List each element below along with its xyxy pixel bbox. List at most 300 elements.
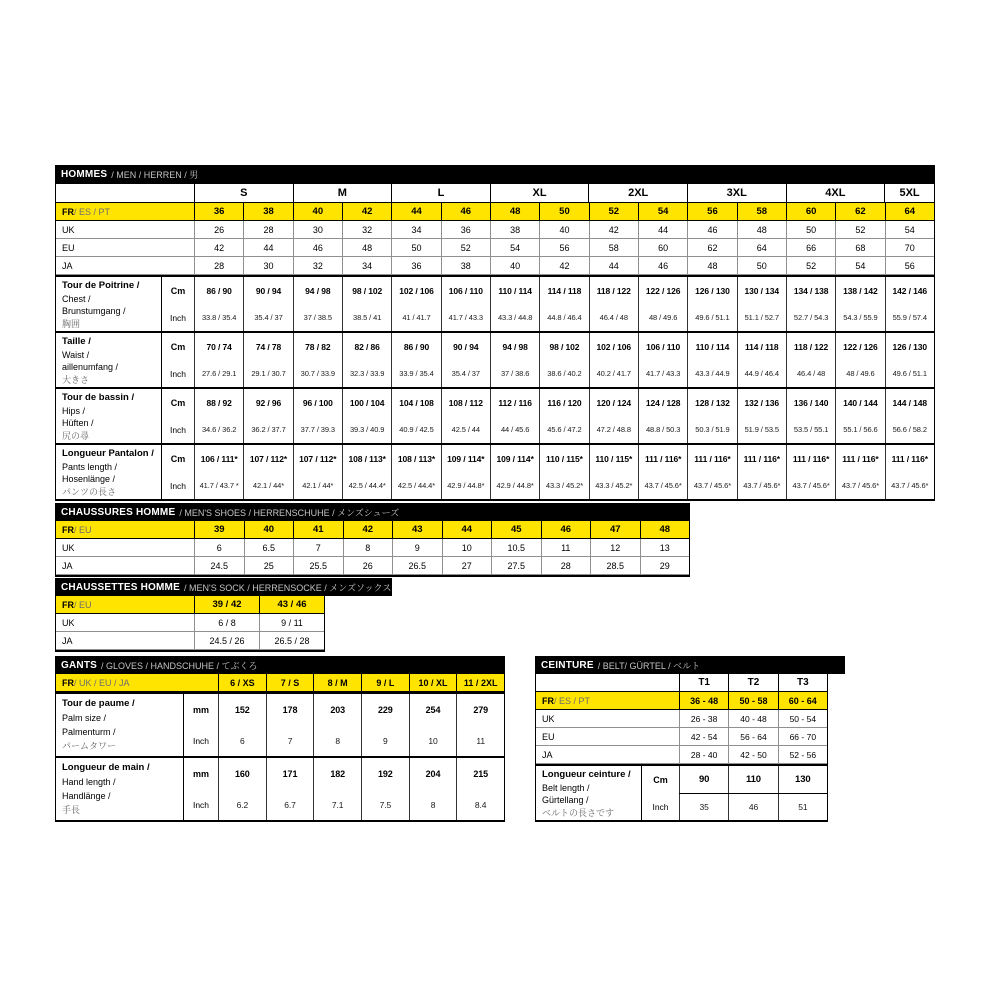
belt-table-header <box>535 656 845 674</box>
table-cell: 126 / 130 <box>885 333 934 360</box>
table-cell: 58 <box>737 203 786 220</box>
table-cell: 43.7 / 45.6* <box>885 472 934 499</box>
table-cell: 106 / 110 <box>441 277 490 304</box>
table-cell: 52.7 / 54.3 <box>786 304 835 331</box>
table-cell: 6 <box>194 539 244 556</box>
table-cell: 171 <box>266 758 314 789</box>
table-cell: 204 <box>409 758 457 789</box>
palm-mm-row <box>218 694 504 725</box>
pants-label-fr: Longueur Pantalon / <box>62 448 154 459</box>
pants-unit-column <box>161 445 194 499</box>
table-cell: 40 <box>293 203 342 220</box>
chest-label-fr: Tour de Poitrine / <box>62 280 140 291</box>
hips-label-de: Hüften / <box>62 418 94 428</box>
belt-unit-column <box>641 766 679 820</box>
table-cell: 136 / 140 <box>786 389 835 416</box>
chest-label-ja: 胸囲 <box>62 318 81 329</box>
table-cell: 47.2 / 48.8 <box>589 416 638 443</box>
table-cell: 56 - 64 <box>728 728 777 745</box>
table-cell: 46 <box>638 257 687 274</box>
shoes-table-header <box>55 503 690 521</box>
table-cell: 24.5 / 26 <box>194 632 259 649</box>
row-label-fr: FR <box>62 677 74 688</box>
gloves-sizes-row <box>56 674 504 692</box>
table-cell: 42 <box>589 221 638 238</box>
hips-label <box>56 389 161 443</box>
table-cell: 42 <box>194 239 243 256</box>
table-cell: 74 / 78 <box>243 333 292 360</box>
table-cell: 6.7 <box>266 789 314 820</box>
hand-mm-row <box>218 758 504 789</box>
table-cell: 106 / 110 <box>638 333 687 360</box>
chest-unit-column <box>161 277 194 331</box>
table-cell: 39 / 42 <box>194 596 259 613</box>
table-cell: 9 <box>361 725 409 756</box>
table-cell: 109 / 114* <box>490 445 539 472</box>
table-cell: 26.5 <box>392 557 442 574</box>
table-cell: 114 / 118 <box>539 277 588 304</box>
table-cell: 38 <box>441 257 490 274</box>
table-cell: 68 <box>835 239 884 256</box>
row-label-fr: FR <box>62 524 74 535</box>
hand-label-fr: Longueur de main / <box>62 762 150 773</box>
belt-eu-values <box>679 728 827 745</box>
table-cell: 36.2 / 37.7 <box>243 416 292 443</box>
table-cell: 30 <box>243 257 292 274</box>
table-cell: 37.7 / 39.3 <box>293 416 342 443</box>
waist-label-fr: Taille / <box>62 336 91 347</box>
waist-inch-row <box>194 360 934 387</box>
belt-ja-row <box>536 746 827 764</box>
table-cell: 82 / 86 <box>342 333 391 360</box>
unit-inch: Inch <box>192 735 210 746</box>
table-cell: 27 <box>442 557 492 574</box>
pants-label-de: Hosenlänge / <box>62 474 116 484</box>
table-cell: 44.8 / 46.4 <box>539 304 588 331</box>
hand-length-block <box>56 756 504 820</box>
table-cell: 56 <box>539 239 588 256</box>
men-eu-row <box>56 239 934 257</box>
table-cell: 48 <box>490 203 539 220</box>
table-cell: 26 <box>194 221 243 238</box>
table-cell: 26 <box>343 557 393 574</box>
men-table-title-translations: / MEN / HERREN / 男 <box>111 170 199 180</box>
table-cell: 45 <box>491 521 541 538</box>
belt-t-cells <box>679 674 827 691</box>
shoes-ja-row <box>56 557 689 575</box>
table-cell: 107 / 112* <box>293 445 342 472</box>
row-label-ja: JA <box>542 749 553 760</box>
belt-uk-row <box>536 710 827 728</box>
waist-block <box>56 331 934 387</box>
table-cell: 7.1 <box>313 789 361 820</box>
men-socks-table <box>55 578 392 652</box>
table-cell: 54 <box>835 257 884 274</box>
table-cell: 12 <box>590 539 640 556</box>
table-cell: 254 <box>409 694 457 725</box>
size-group: S <box>194 184 293 202</box>
table-cell: 144 / 148 <box>885 389 934 416</box>
table-cell: 46 <box>541 521 591 538</box>
hips-cm-row <box>194 389 934 416</box>
table-cell: 58 <box>589 239 638 256</box>
pants-length-block <box>56 443 934 499</box>
shoes-eu-values <box>194 521 689 538</box>
table-cell: 62 <box>687 239 736 256</box>
table-cell: 104 / 108 <box>391 389 440 416</box>
table-cell: 48 <box>342 239 391 256</box>
table-cell: 98 / 102 <box>539 333 588 360</box>
table-cell: 28.5 <box>590 557 640 574</box>
table-cell: 51.9 / 53.5 <box>737 416 786 443</box>
row-label-fr: FR <box>62 599 74 610</box>
table-cell: 33.8 / 35.4 <box>194 304 243 331</box>
table-cell: 6.2 <box>218 789 266 820</box>
unit-mm: mm <box>192 768 209 779</box>
table-cell: 34 <box>391 221 440 238</box>
table-cell: 56.6 / 58.2 <box>885 416 934 443</box>
socks-table-title: CHAUSSETTES HOMME <box>61 581 180 593</box>
table-cell: 35 <box>679 794 728 821</box>
table-cell: 279 <box>456 694 504 725</box>
gloves-table <box>55 656 505 822</box>
table-cell: 51.1 / 52.7 <box>737 304 786 331</box>
table-cell: 36 <box>194 203 243 220</box>
row-label-ja: JA <box>62 260 73 271</box>
hand-label-en: Hand length / <box>62 777 116 787</box>
table-cell: 7 / S <box>266 674 314 691</box>
table-cell: 48 <box>737 221 786 238</box>
gloves-table-header <box>55 656 505 674</box>
belt-fr-values <box>679 692 827 709</box>
palm-inch-row <box>218 725 504 756</box>
table-cell: 118 / 122 <box>589 277 638 304</box>
table-cell: 112 / 116 <box>490 389 539 416</box>
men-ja-row <box>56 257 934 275</box>
hips-label-fr: Tour de bassin / <box>62 392 135 403</box>
table-cell: 78 / 82 <box>293 333 342 360</box>
table-cell: 42.1 / 44* <box>293 472 342 499</box>
socks-uk-row <box>56 614 324 632</box>
table-cell: 29.1 / 30.7 <box>243 360 292 387</box>
gloves-table-title-translations: / GLOVES / HANDSCHUHE / てぶくろ <box>101 660 258 671</box>
palm-size-block <box>56 692 504 756</box>
table-cell: 43.3 / 45.2* <box>539 472 588 499</box>
size-group-empty-cell <box>56 184 194 202</box>
men-shoes-table <box>55 503 690 577</box>
table-cell: 215 <box>456 758 504 789</box>
table-cell: 39 <box>194 521 244 538</box>
table-cell: 92 / 96 <box>243 389 292 416</box>
table-cell: 109 / 114* <box>441 445 490 472</box>
table-cell: 28 <box>243 221 292 238</box>
size-group-row <box>56 184 934 203</box>
chest-label <box>56 277 161 331</box>
belt-length-label-en: Belt length / <box>542 782 590 793</box>
pants-values <box>194 445 934 499</box>
men-eu-values <box>194 239 934 256</box>
table-cell: 60 <box>638 239 687 256</box>
unit-mm: mm <box>192 704 209 715</box>
table-cell: 70 <box>885 239 934 256</box>
belt-table <box>535 656 845 822</box>
belt-table-title-translations: / BELT/ GÜRTEL / ベルト <box>597 660 701 671</box>
table-cell: 43 <box>392 521 442 538</box>
table-cell: 33.9 / 35.4 <box>391 360 440 387</box>
shoes-ja-values <box>194 557 689 574</box>
row-label-fr-uk-eu-ja <box>56 674 218 691</box>
table-cell: 43.3 / 44.9 <box>687 360 736 387</box>
table-cell: 27.6 / 29.1 <box>194 360 243 387</box>
table-cell: 51 <box>778 794 827 821</box>
socks-table-body <box>55 596 325 652</box>
table-cell: 62 <box>835 203 884 220</box>
unit-inch: Inch <box>169 368 187 379</box>
shoes-fr-eu-row <box>56 521 689 539</box>
palm-size-label <box>56 694 183 756</box>
table-cell: 41 <box>293 521 343 538</box>
table-cell: 48 / 49.6 <box>835 360 884 387</box>
belt-eu-row <box>536 728 827 746</box>
hips-block <box>56 387 934 443</box>
waist-values <box>194 333 934 387</box>
row-label-ja: JA <box>62 560 73 571</box>
table-cell: 42 <box>539 257 588 274</box>
pants-label-en: Pants length / <box>62 461 118 472</box>
table-cell: 36 - 48 <box>679 692 728 709</box>
shoes-table-title-translations: / MEN'S SHOES / HERRENSCHUHE / メンズシューズ <box>179 507 400 518</box>
row-label-eu: EU <box>62 242 75 253</box>
chest-inch-row <box>194 304 934 331</box>
table-cell: 42.9 / 44.8* <box>441 472 490 499</box>
table-cell: 122 / 126 <box>638 277 687 304</box>
table-cell: 60 - 64 <box>778 692 827 709</box>
unit-inch: Inch <box>169 480 187 491</box>
table-cell: 34.6 / 36.2 <box>194 416 243 443</box>
hand-values <box>218 758 504 820</box>
palm-label-en: Palm size / <box>62 713 107 723</box>
table-cell: 55.1 / 56.6 <box>835 416 884 443</box>
table-cell: 37 / 38.6 <box>490 360 539 387</box>
table-cell: 44 <box>589 257 638 274</box>
belt-t-empty-cell <box>536 674 679 691</box>
table-cell: 6 <box>218 725 266 756</box>
table-cell: 46 <box>293 239 342 256</box>
table-cell: 229 <box>361 694 409 725</box>
row-label-eu: / EU <box>74 599 92 610</box>
palm-label-ja: パームタワー <box>62 741 117 751</box>
table-cell: 26.5 / 28 <box>259 632 324 649</box>
table-cell: 42 <box>342 203 391 220</box>
table-cell: 108 / 112 <box>441 389 490 416</box>
table-cell: 128 / 132 <box>687 389 736 416</box>
table-cell: 110 / 115* <box>539 445 588 472</box>
table-cell: 35.4 / 37 <box>243 304 292 331</box>
table-cell: 48 <box>687 257 736 274</box>
table-cell: 111 / 116* <box>638 445 687 472</box>
table-cell: 43.7 / 45.6* <box>737 472 786 499</box>
belt-length-label-ja: ベルトの長さです <box>542 807 615 818</box>
table-cell: 8 <box>409 789 457 820</box>
palm-values <box>218 694 504 756</box>
unit-inch: Inch <box>169 312 187 323</box>
belt-table-body <box>535 674 828 822</box>
table-cell: 46 <box>441 203 490 220</box>
table-cell: 126 / 130 <box>687 277 736 304</box>
table-cell: 52 <box>835 221 884 238</box>
men-fr-values <box>194 203 934 220</box>
belt-length-values <box>679 766 827 820</box>
table-cell: 138 / 142 <box>835 277 884 304</box>
table-cell: 42.5 / 44.4* <box>391 472 440 499</box>
table-cell: 90 / 94 <box>441 333 490 360</box>
palm-label-de: Palmenturm / <box>62 727 116 737</box>
table-cell: 50 <box>786 221 835 238</box>
table-cell: 44 <box>243 239 292 256</box>
table-cell: 41.7 / 43.3 <box>441 304 490 331</box>
table-cell: 55.9 / 57.4 <box>885 304 934 331</box>
table-cell: 130 <box>778 766 827 793</box>
table-cell: 42.9 / 44.8* <box>490 472 539 499</box>
waist-cm-row <box>194 333 934 360</box>
table-cell: 40 - 48 <box>728 710 777 727</box>
table-cell: 8 <box>313 725 361 756</box>
table-cell: 42.1 / 44* <box>243 472 292 499</box>
table-cell: 47 <box>590 521 640 538</box>
table-cell: 7.5 <box>361 789 409 820</box>
table-cell: 10.5 <box>491 539 541 556</box>
pants-cm-row <box>194 445 934 472</box>
men-fr-es-pt-row <box>56 203 934 221</box>
table-cell: 110 / 115* <box>589 445 638 472</box>
table-cell: 54 <box>885 221 934 238</box>
table-cell: 122 / 126 <box>835 333 884 360</box>
table-cell: 13 <box>640 539 690 556</box>
table-cell: 49.6 / 51.1 <box>687 304 736 331</box>
table-cell: 100 / 104 <box>342 389 391 416</box>
size-group: 5XL <box>884 184 934 202</box>
table-cell: 43.7 / 45.6* <box>687 472 736 499</box>
socks-table-title-translations: / MEN'S SOCK / HERRENSOCKE / メンズソックス <box>183 582 392 593</box>
table-cell: 28 <box>194 257 243 274</box>
table-cell: 134 / 138 <box>786 277 835 304</box>
table-cell: 160 <box>218 758 266 789</box>
table-cell: 111 / 116* <box>835 445 884 472</box>
table-cell: 43.7 / 45.6* <box>835 472 884 499</box>
table-cell: 108 / 113* <box>391 445 440 472</box>
table-cell: 29 <box>640 557 690 574</box>
hand-label-ja: 手長 <box>62 805 81 815</box>
table-cell: 43.7 / 45.6* <box>638 472 687 499</box>
table-cell: 7 <box>266 725 314 756</box>
shoes-uk-values <box>194 539 689 556</box>
table-cell: 114 / 118 <box>737 333 786 360</box>
chest-label-en: Chest / <box>62 293 91 304</box>
table-cell: 48.8 / 50.3 <box>638 416 687 443</box>
belt-inch-row <box>679 793 827 821</box>
belt-cm-row <box>679 766 827 793</box>
table-cell: 25.5 <box>293 557 343 574</box>
table-cell: 43.3 / 44.8 <box>490 304 539 331</box>
table-cell: 42 - 54 <box>679 728 728 745</box>
table-cell: 48 / 49.6 <box>638 304 687 331</box>
table-cell: 56 <box>687 203 736 220</box>
gloves-table-body <box>55 674 505 822</box>
table-cell: 36 <box>441 221 490 238</box>
table-cell: 32 <box>293 257 342 274</box>
table-cell: 8 / M <box>313 674 361 691</box>
table-cell: 96 / 100 <box>293 389 342 416</box>
table-cell: 34 <box>342 257 391 274</box>
belt-length-label <box>536 766 641 820</box>
table-cell: 124 / 128 <box>638 389 687 416</box>
table-cell: 94 / 98 <box>490 333 539 360</box>
table-cell: 110 / 114 <box>687 333 736 360</box>
table-cell: 132 / 136 <box>737 389 786 416</box>
table-cell: 152 <box>218 694 266 725</box>
table-cell: 10 <box>442 539 492 556</box>
men-ja-values <box>194 257 934 274</box>
hips-label-en: Hips / <box>62 405 86 416</box>
waist-unit-column <box>161 333 194 387</box>
table-cell: 56 <box>885 257 934 274</box>
table-cell: 36 <box>391 257 440 274</box>
table-cell: 53.5 / 55.1 <box>786 416 835 443</box>
size-group: XL <box>490 184 589 202</box>
socks-ja-row <box>56 632 324 650</box>
hips-label-ja: 尻の尋 <box>62 430 90 441</box>
belt-ja-values <box>679 746 827 763</box>
table-cell: 140 / 144 <box>835 389 884 416</box>
men-size-table <box>55 165 935 501</box>
table-cell: 24.5 <box>194 557 244 574</box>
table-cell: 50 - 54 <box>778 710 827 727</box>
palm-unit-column <box>183 694 218 756</box>
table-cell: 66 <box>786 239 835 256</box>
table-cell: 44 <box>391 203 440 220</box>
table-cell: 41.7 / 43.3 <box>638 360 687 387</box>
chest-cm-row <box>194 277 934 304</box>
table-cell: 28 <box>541 557 591 574</box>
hips-values <box>194 389 934 443</box>
table-cell: 54.3 / 55.9 <box>835 304 884 331</box>
table-cell: 64 <box>737 239 786 256</box>
table-cell: 52 <box>589 203 638 220</box>
palm-label-fr: Tour de paume / <box>62 698 135 709</box>
pants-label-ja: パンツの長さ <box>62 486 117 497</box>
row-label-fr-es-pt <box>536 692 679 709</box>
row-label-uk: UK <box>62 542 75 553</box>
table-cell: 8 <box>343 539 393 556</box>
table-cell: 9 <box>392 539 442 556</box>
chest-values <box>194 277 934 331</box>
table-cell: 54 <box>638 203 687 220</box>
table-cell: 50 <box>391 239 440 256</box>
men-table-body <box>55 184 935 501</box>
table-cell: 110 <box>728 766 777 793</box>
table-cell: 32.3 / 33.9 <box>342 360 391 387</box>
unit-cm: Cm <box>170 341 186 352</box>
table-cell: 44 <box>638 221 687 238</box>
table-cell: 52 <box>441 239 490 256</box>
row-label-ja: JA <box>62 635 73 646</box>
table-cell: 42.5 / 44.4* <box>342 472 391 499</box>
table-cell: 10 <box>409 725 457 756</box>
men-table-header <box>55 165 935 184</box>
row-label-eu: EU <box>542 731 555 742</box>
row-label-fr: FR <box>62 206 74 217</box>
table-cell: 49.6 / 51.1 <box>885 360 934 387</box>
